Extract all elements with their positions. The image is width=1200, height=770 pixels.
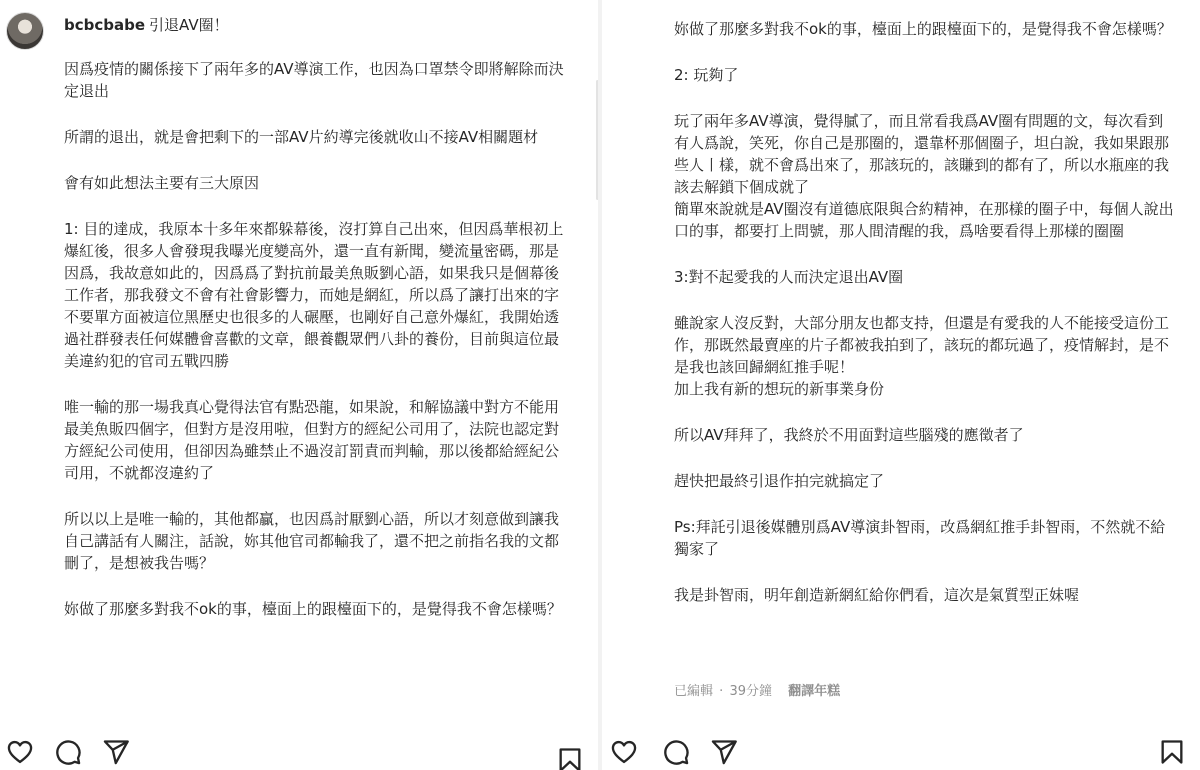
post-panel-right [602,0,1200,770]
caption-paragraph: 唯一輸的那一場我真心覺得法官有點恐龍，如果說，和解協議中對方不能用最美魚販四個字，但對方是沒用啦，但對方的經紀公司用了，法院也認定對方經紀公司使用，但卻因為雖禁止不過沒訂罰責而判輸，那以後都給經紀公司用，不就都沒違約了 [64,398,560,482]
caption-paragraph: 所以AV拜拜了，我終於不用面對這些腦殘的應徵者了 [674,426,1024,444]
caption-paragraph: 我是卦智雨，明年創造新網紅給你們看，這次是氣質型正妹喔 [674,586,1080,604]
username-link[interactable]: bcbcbabe [64,16,146,34]
heart-icon[interactable] [610,738,638,766]
caption-paragraph: Ps:拜託引退後媒體別爲AV導演卦智雨，改爲網紅推手卦智雨，不然就不給獨家了 [674,518,1166,558]
caption-paragraph: 所謂的退出，就是會把剩下的一部AV片約導完後就收山不接AV相關題材 [64,128,539,146]
bookmark-icon[interactable] [1158,738,1186,766]
caption-paragraph: 1: 目的達成，我原本十多年來都躲幕後，沒打算自己出來，但因爲華根初上爆紅後，很多人會發現我曝光度變高外，還一直有新聞，變流量密碼，那是因爲，我故意如此的，因爲爲了對抗前最美魚販劉心語，如果我只是個幕後工作者，那我發文不會有社會影響力，而她是網紅，所以爲了讓打出來的字不要單方面被這位黑歷史也很多的人碾壓，也剛好自己意外爆紅，我開始透過社群發表任何媒體會喜歡的文章，餵養觀眾們八卦的養份，目前與這位最美違約犯的官司五戰四勝 [64,220,564,370]
caption-paragraph: 妳做了那麼多對我不ok的事，檯面上的跟檯面下的，是覺得我不會怎樣嗎？ [64,600,562,618]
caption-paragraph: 2: 玩夠了 [674,66,739,84]
caption-paragraph: 玩了兩年多AV導演，覺得膩了，而且常看我爲AV圈有問題的文，每次看到有人爲說，笑死，你自己是那圈的，還靠杯那個圈子，坦白說，我如果跟那些人丨樣，就不會爲出來了，那該玩的，該賺到的都有了，所以水瓶座的我該去解鎖下個成就了 簡單來說就是AV圈沒有道德底限與合約精神，在那樣的圈子中，每個人說出口的事，都要打上問號，那人間清醒的我，爲啥要看得上那樣的圈圈 [674,112,1174,240]
post-headline: 引退AV圈！ [149,16,229,34]
caption-text-left [64,58,564,644]
send-icon[interactable] [102,738,130,766]
meta-separator: · [719,684,724,699]
caption-paragraph: 雖說家人沒反對，大部分朋友也都支持，但還是有愛我的人不能接受這份工作，那既然最賣座的片子都被我拍到了，該玩的都玩過了，疫情解封，是不是我也該回歸網紅推手呢！ 加上我有新的想玩的新事業身份 [674,314,1170,398]
post-time[interactable]: 39分鐘 [729,684,772,699]
action-bar-left [0,738,598,770]
caption-paragraph: 所以以上是唯一輸的，其他都贏，也因爲討厭劉心語，所以才刻意做到讓我自己講話有人關注，話說，妳其他官司都輸我了，還不把之前指名我的文都刪了，是想被我告嗎？ [64,510,560,572]
bookmark-icon[interactable] [556,746,584,770]
send-icon[interactable] [710,738,738,766]
caption-paragraph: 3:對不起愛我的人而決定退出AV圈 [674,268,904,286]
avatar[interactable] [6,12,44,50]
caption-paragraph: 因爲疫情的關係接下了兩年多的AV導演工作，也因為口罩禁令即將解除而決定退出 [64,60,564,100]
comment-icon[interactable] [54,738,82,766]
caption-paragraph: 會有如此想法主要有三大原因 [64,174,260,192]
heart-icon[interactable] [6,738,34,766]
caption-paragraph: 趕快把最終引退作拍完就搞定了 [674,472,885,490]
action-bar-right [602,738,1200,770]
post-header [64,14,229,35]
edited-label: 已編輯 [674,684,714,699]
translate-link[interactable]: 翻譯年糕 [788,684,841,699]
comment-icon[interactable] [662,738,690,766]
post-meta [674,680,842,699]
post-panel-left [0,0,598,770]
caption-paragraph: 妳做了那麼多對我不ok的事，檯面上的跟檯面下的，是覺得我不會怎樣嗎？ [674,20,1172,38]
caption-text-right [674,18,1174,630]
